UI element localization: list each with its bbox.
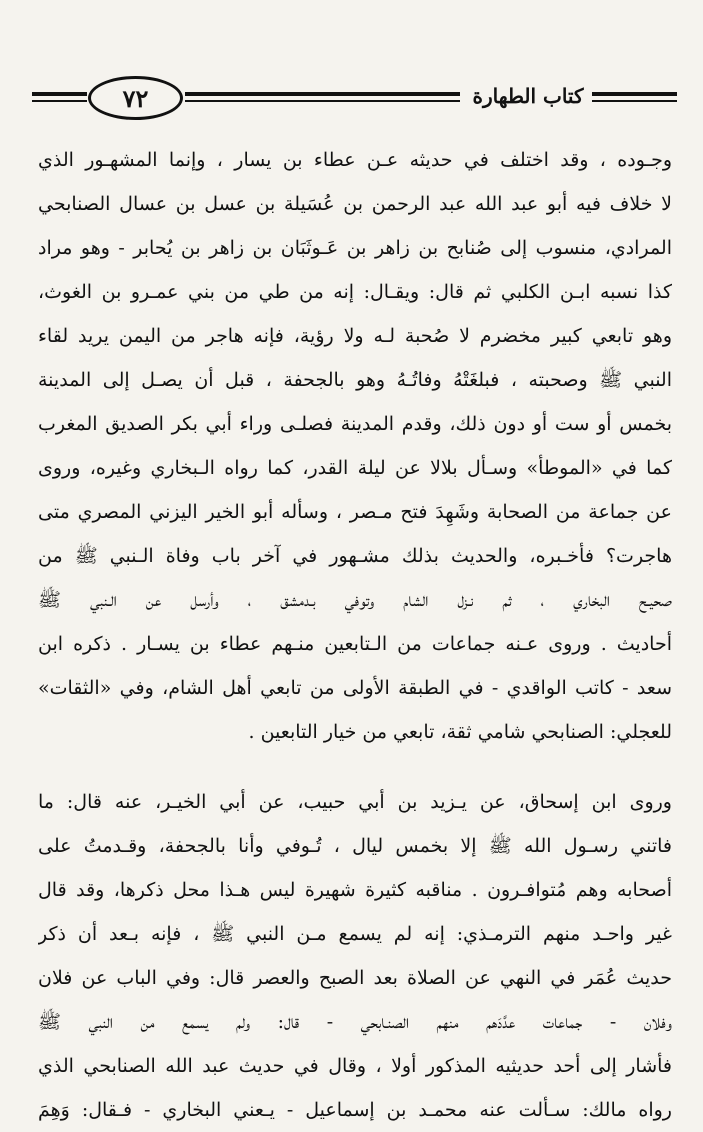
header-rule-left-thin	[32, 100, 87, 102]
header-rule-right-thick	[592, 92, 677, 96]
text-line: فأشار إلى أحد حديثيه المذكور أولا ، وقال في حديث عبد الله الصنابحي الذي	[38, 1055, 672, 1077]
text-line: للعجلي: الصنابحي شامي ثقة، تابعي من خيار التابعين .	[248, 721, 672, 743]
text-line: وهو تابعي كبير مخضرم لا صُحبة لـه ولا رؤية، فإنه هاجر من اليمن يريد لقاء	[38, 325, 672, 347]
paragraph-1	[38, 138, 672, 754]
text-line: غير واحـد منهم الترمـذي: إنه لم يسمع مـن النبي ﷺ ، فإنه بـعد أن ذكر	[38, 923, 672, 945]
header-rule-middle-thin	[185, 100, 460, 102]
text-line: رواه مالك: سـألت عنه محمـد بن إسماعيل - يـعني البخاري - فـقال: وَهِمَ	[38, 1099, 672, 1121]
text-line: أحاديث . وروى عـنه جماعات من الـتابعين منـهم عطاء بن يسـار . ذكره ابن	[38, 633, 672, 655]
page-body	[38, 138, 672, 1132]
text-line: صحيـح البخاري ، ثم نـزل الشام وتوفي بـدمشق ، وأرسل عن الـنبي ﷺ	[38, 589, 672, 611]
page-number: ٧٢	[122, 83, 149, 113]
text-line: وفلان - جماعات عدَّدَهم منهم الصنـابحي - قال: ولم يسمع من النبي ﷺ	[38, 1011, 672, 1033]
text-line: فاتني رسـول الله ﷺ إلا بخمس ليال ، تُـوفي وأنا بالجحفة، وقـدمتُ على	[38, 835, 672, 857]
text-line: وروى ابن إسحاق، عن يـزيد بن أبي حبيب، عن أبي الخيـر، عنه قال: ما	[38, 791, 672, 813]
text-line: هاجرت؟ فأخـبره، والحديث بذلك مشـهور في آخر باب وفاة الـنبي ﷺ من	[38, 545, 672, 567]
page-number-oval	[88, 76, 183, 120]
header-rule-right-thin	[592, 100, 677, 102]
text-line: كذا نسبه ابـن الكلبي ثم قال: ويقـال: إنه من طي من بني عمـرو بن الغوث،	[38, 281, 672, 303]
text-line: وجـوده ، وقد اختلف في حديثه عـن عطاء بن يسار ، وإنما المشهـور الذي	[38, 149, 672, 171]
paragraph-2	[38, 780, 672, 1132]
running-title: كتاب الطهارة	[472, 84, 584, 108]
text-line: المرادي، منسوب إلى صُنابح بن زاهر بن عَـوثَبَان بن زاهر بن يُحابر - وهو مراد	[38, 237, 672, 259]
text-line: عن جماعة من الصحابة وشَهِدَ فتح مـصر ، وسأله أبو الخير اليزني المصري متى	[38, 501, 672, 523]
text-line: لا خلاف فيه أبو عبد الله عبد الرحمن بن عُسَيلة بن عسل بن عسال الصنابحي	[38, 193, 672, 215]
text-line: حديث عُمَر في النهي عن الصلاة بعد الصبح والعصر قال: وفي الباب عن فلان	[38, 967, 672, 989]
text-line: سعد - كاتب الواقدي - في الطبقة الأولى من تابعي أهل الشام، وفي «الثقات»	[38, 677, 672, 699]
text-line: بخمس أو ست أو دون ذلك، وقدم المدينة فصلـى وراء أبي بكر الصديق المغرب	[38, 413, 672, 435]
header-rule-left-thick	[32, 92, 87, 96]
header-rule-middle-thick	[185, 92, 460, 96]
text-line: النبي ﷺ وصحبته ، فبلغَتْهُ وفاتُـهُ وهو بالجحفة ، قبل أن يصـل إلى المدينة	[38, 369, 672, 391]
text-line: أصحابه وهم مُتوافـرون . مناقبه كثيرة شهيرة ليس هـذا محل ذكرها، وقد قال	[38, 879, 672, 901]
text-line: كما في «الموطأ» وسـأل بلالا عن ليلة القدر، كما رواه الـبخاري وغيره، وروى	[38, 457, 672, 479]
